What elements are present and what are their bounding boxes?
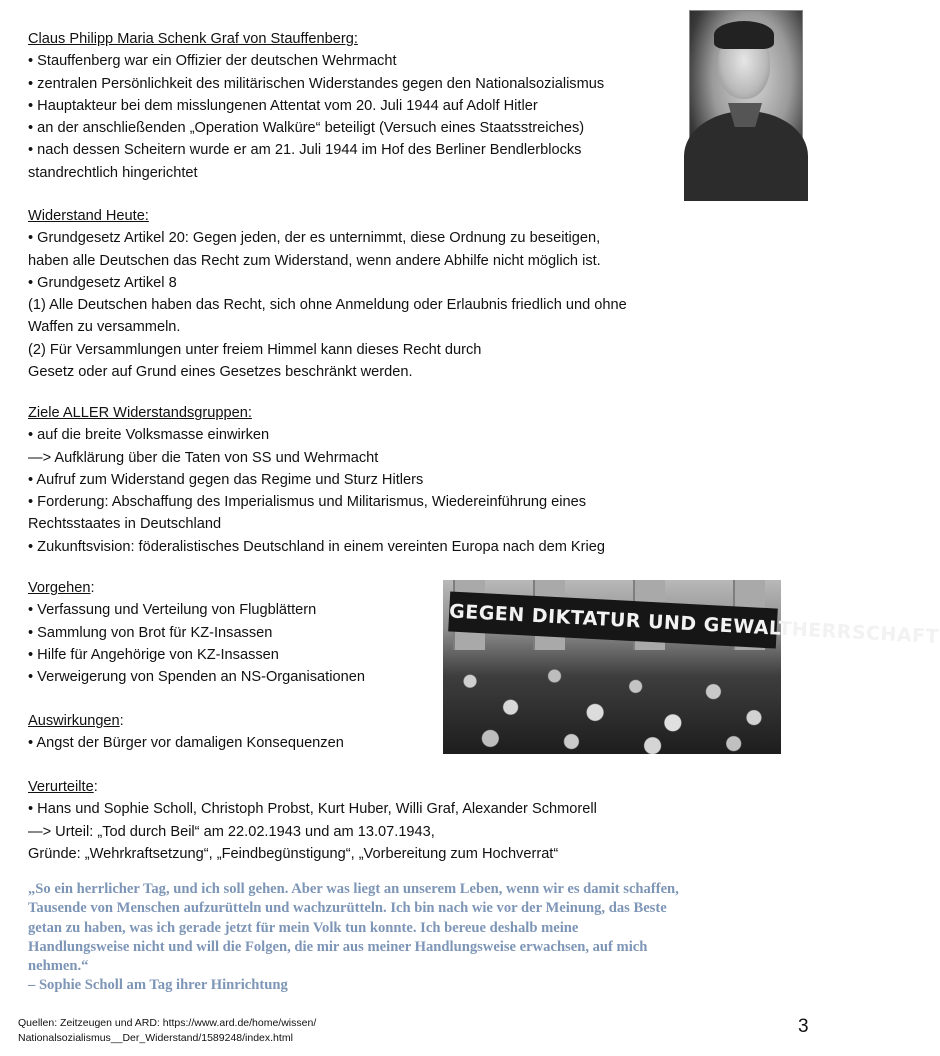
text-line: Rechtsstaates in Deutschland — [28, 516, 222, 533]
portrait-photo — [689, 10, 803, 180]
text-line: • Zukunftsvision: föderalistisches Deutschland in einem vereinten Europa nach dem Krieg — [28, 538, 606, 555]
text-line: (2) Für Versammlungen unter freiem Himmel kann dieses Recht durch — [28, 341, 482, 358]
text-line: • Stauffenberg war ein Offizier der deutschen Wehrmacht — [28, 53, 397, 70]
sources-line: Nationalsozialismus__Der_Widerstand/1589248/index.html — [18, 1032, 293, 1044]
heading-auswirkungen-line — [28, 710, 344, 732]
photo-hair — [714, 21, 774, 49]
text-line: • Aufruf zum Widerstand gegen das Regime und Sturz Hitlers — [28, 471, 424, 488]
quote-line: getan zu haben, was ich gerade jetzt für mein Volk tun konnte. Ich bereue deshalb meine — [28, 919, 579, 936]
quote-line: nehmen.“ — [28, 958, 89, 975]
heading-auswirkungen: Auswirkungen — [28, 713, 120, 729]
sources — [18, 1016, 316, 1046]
text-line: • Sammlung von Brot für KZ-Insassen — [28, 624, 273, 641]
text-line: • Verfassung und Verteilung von Flugblättern — [28, 602, 317, 619]
text-line: standrechtlich hingerichtet — [28, 164, 198, 181]
quote-attribution: – Sophie Scholl am Tag ihrer Hinrichtung — [28, 977, 288, 994]
quote-line: „So ein herrlicher Tag, und ich soll gehen. Aber was liegt an unserem Leben, wenn wir es damit schaffen, — [28, 881, 679, 897]
photo-crowd — [443, 650, 781, 754]
heading-ziele: Ziele ALLER Widerstandsgruppen: — [28, 405, 252, 421]
photo-banner: GEGEN DIKTATUR UND GEWALTHERRSCHAFT — [448, 591, 778, 648]
heading-vorgehen-line — [28, 577, 365, 599]
text-line: —> Aufklärung über die Taten von SS und Wehrmacht — [28, 449, 379, 466]
text-line: • an der anschließenden „Operation Walküre“ beteiligt (Versuch eines Staatsstreiches) — [28, 120, 585, 137]
text-line: • Hilfe für Angehörige von KZ-Insassen — [28, 646, 279, 663]
heading-stauffenberg: Claus Philipp Maria Schenk Graf von Stauffenberg: — [28, 31, 358, 47]
text-line: Gesetz oder auf Grund eines Gesetzes beschränkt werden. — [28, 364, 413, 381]
text-line: • Verweigerung von Spenden an NS-Organisationen — [28, 669, 365, 686]
text-line: • Hauptakteur bei dem misslungenen Attentat vom 20. Juli 1944 auf Adolf Hitler — [28, 97, 538, 114]
text-line: • Grundgesetz Artikel 20: Gegen jeden, der es unternimmt, diese Ordnung zu beseitigen, — [28, 230, 601, 247]
text-line: • Angst der Bürger vor damaligen Konsequenzen — [28, 735, 344, 752]
text-line: • nach dessen Scheitern wurde er am 21. Juli 1944 im Hof des Berliner Bendlerblocks — [28, 142, 582, 159]
text-line: Waffen zu versammeln. — [28, 319, 181, 336]
quote-line: Handlungsweise nicht und will die Folgen, die mir aus meiner Handlungsweise erwachsen, auf mich — [28, 938, 648, 955]
protest-photo — [443, 580, 940, 754]
text-line: • Hans und Sophie Scholl, Christoph Probst, Kurt Huber, Willi Graf, Alexander Schmorell — [28, 801, 597, 818]
text-line: • auf die breite Volksmasse einwirken — [28, 427, 270, 444]
text-line: • zentralen Persönlichkeit des militärischen Widerstandes gegen den Nationalsozialismus — [28, 75, 605, 92]
section-stauffenberg — [28, 28, 604, 184]
quote-line: Tausende von Menschen aufzurütteln und wachzurütteln. Ich bin nach wie vor der Meinung, das Beste — [28, 900, 667, 917]
text-line: —> Urteil: „Tod durch Beil“ am 22.02.1943 und am 13.07.1943, — [28, 823, 435, 840]
heading-colon: : — [90, 580, 95, 596]
sources-line: Quellen: Zeitzeugen und ARD: https://www.ard.de/home/wissen/ — [18, 1017, 317, 1029]
section-ziele — [28, 402, 605, 558]
heading-verurteilte: Verurteilte — [28, 779, 94, 795]
section-vorgehen — [28, 577, 365, 688]
text-line: • Grundgesetz Artikel 8 — [28, 274, 177, 291]
text-line: • Forderung: Abschaffung des Imperialismus und Militarismus, Wiedereinführung eines — [28, 494, 587, 511]
text-line: (1) Alle Deutschen haben das Recht, sich ohne Anmeldung oder Erlaubnis friedlich und ohne — [28, 297, 627, 314]
page-number: 3 — [798, 1016, 809, 1037]
text-line: haben alle Deutschen das Recht zum Widerstand, wenn andere Abhilfe nicht möglich ist. — [28, 252, 601, 269]
heading-colon: : — [119, 713, 124, 729]
heading-colon: : — [93, 779, 98, 795]
heading-widerstand-heute: Widerstand Heute: — [28, 208, 149, 224]
heading-verurteilte-line — [28, 776, 597, 798]
heading-vorgehen: Vorgehen — [28, 580, 91, 596]
text-line: Gründe: „Wehrkraftsetzung“, „Feindbegünstigung“, „Vorbereitung zum Hochverrat“ — [28, 845, 559, 862]
section-verurteilte — [28, 776, 597, 865]
section-widerstand-heute — [28, 205, 627, 383]
scholl-quote — [28, 880, 788, 996]
section-auswirkungen — [28, 710, 344, 755]
